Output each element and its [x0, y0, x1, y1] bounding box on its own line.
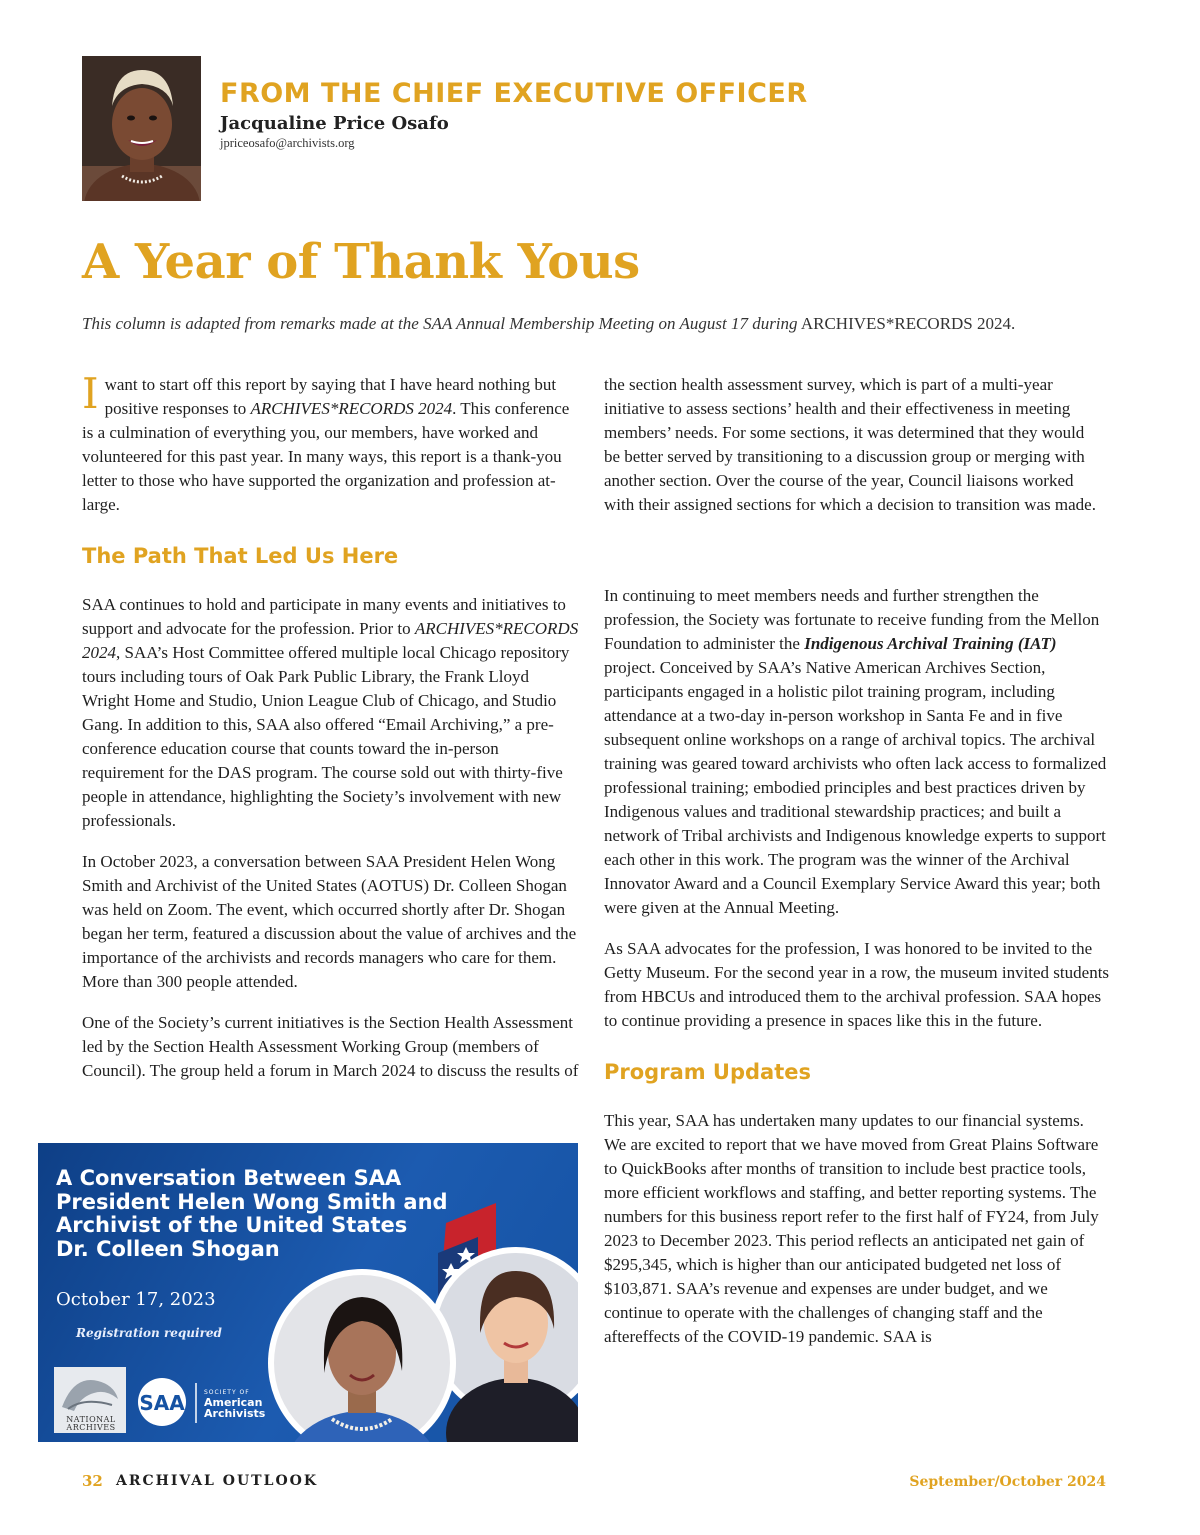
national-archives-label: NATIONAL ARCHIVES — [66, 1415, 116, 1432]
paragraph-4-continued — [604, 373, 1110, 567]
paragraph-4-continued-text: the section health assessment survey, which is part of a multi-year initiative to assess sections’ health and their effectiveness in meeting members’ needs. For some sections, it was determined that they would be better served by transitioning to a discussion group or merging with another section. Over the course of the year, Council liaisons worked with their assigned sections for which a decision to transition was made. — [604, 375, 1096, 514]
drop-cap: I — [82, 369, 99, 418]
intro-italic-text: This column is adapted from remarks made at the SAA Annual Membership Meeting on August 17 during — [82, 314, 798, 333]
publication-name: ARCHIVAL OUTLOOK — [116, 1473, 318, 1489]
p1-text-a: want to start off this report by saying that I have heard nothing but positive responses to — [104, 375, 557, 418]
subheading-path: The Path That Led Us Here — [82, 544, 399, 568]
p2-text-b: , SAA’s Host Committee offered multiple local Chicago repository tours including tours of Oak Park Public Library, the Frank Lloyd Wright Home and Studio, Union League Club of Chicago, and Studio Gang. In addition to this, SAA also offered “Email Archiving,” a pre-conference education course that counts toward the in-person requirement for the DAS program. The course sold out with thirty-five people in attendance, highlighting the Society’s involvement with new professionals. — [82, 643, 570, 830]
paragraph-1 — [82, 369, 580, 517]
issue-date: September/October 2024 — [909, 1474, 1106, 1490]
event-registration: Registration required — [76, 1326, 222, 1340]
paragraph-2 — [82, 593, 580, 833]
p2-text-a: SAA continues to hold and participate in many events and initiatives to support and advocate for the profession. Prior to — [82, 595, 566, 638]
event-promo-image — [38, 1143, 578, 1442]
saa-logo-mark: SAA — [139, 1391, 185, 1415]
author-photo — [82, 56, 201, 201]
event-logos — [54, 1367, 274, 1433]
p1-text-b: . This conference is a culmination of everything you, our members, have worked and volunteered for this past year. In many ways, this report is a thank-you letter to those who have supported the organization and profession at-large. — [82, 399, 570, 514]
paragraph-7: This year, SAA has undertaken many updates to our financial systems. We are excited to report that we have moved from Great Plains Software to QuickBooks after months of transition to include best practice tools, more efficient workflows and staffing, and better reporting systems. The numbers for this business report refer to the first half of FY24, from July 2023 to December 2023. This period reflects an anticipated net gain of $295,345, which is higher than our anticipated budgeted net loss of $103,871. SAA’s revenue and expenses are under budget, and we continue to operate with the challenges of changing staff and the aftereffects of the COVID-19 pandemic. SAA is — [604, 1111, 1099, 1346]
paragraph-5 — [604, 584, 1110, 920]
paragraph-6: As SAA advocates for the profession, I was honored to be invited to the Getty Museum. For the second year in a row, the museum invited students from HBCUs and introduced them to the archival profession. SAA hopes to continue providing a presence in spaces like this in the future. — [604, 939, 1110, 1030]
event-title: A Conversation Between SAA President Helen Wong Smith and Archivist of the United States Dr. Colleen Shogan — [56, 1166, 448, 1261]
intro-end: . — [1011, 314, 1016, 333]
saa-society-label: SOCIETY OF — [204, 1389, 250, 1396]
article-intro — [82, 314, 1015, 334]
page-number: 32 — [82, 1472, 103, 1490]
left-column — [82, 369, 580, 1100]
right-column — [604, 373, 1110, 1366]
paragraph-4: One of the Society’s current initiatives is the Section Health Assessment led by the Section Health Assessment Working Group (members of Council). The group held a forum in March 2024 to discuss the results of — [82, 1013, 579, 1080]
p5-bold-italic: Indigenous Archival Training (IAT) — [804, 634, 1057, 653]
author-email[interactable]: jpriceosafo@archivists.org — [220, 136, 355, 150]
saa-name-label: American Archivists — [204, 1396, 266, 1420]
event-date: October 17, 2023 — [56, 1289, 216, 1310]
article-title: A Year of Thank Yous — [82, 234, 640, 290]
author-portrait-illustration — [82, 56, 201, 201]
p2-italic: ARCHIVES*RECORDS 2024 — [82, 619, 579, 662]
section-title: FROM THE CHIEF EXECUTIVE OFFICER — [220, 78, 808, 109]
p5-text-a: In continuing to meet members needs and further strengthen the profession, the Society was fortunate to receive funding from the Mellon Foundation to administer the — [604, 586, 1100, 653]
intro-event-name: ARCHIVES*RECORDS 2024 — [800, 314, 1012, 333]
speakers-photo-illustration — [266, 1203, 578, 1442]
subheading-program: Program Updates — [604, 1060, 811, 1084]
author-name: Jacqualine Price Osafo — [220, 113, 449, 134]
p5-text-b: project. Conceived by SAA’s Native American Archives Section, participants engaged in a holistic pilot training program, including attendance at a two-day in-person workshop in Santa Fe and in five subsequent online workshops on a range of archival topics. The archival training was geared toward archivists who often lack access to formalized professional training; embodied principles and best practices driven by Indigenous values and traditional stewardship practices; and built a network of Tribal archivists and Indigenous knowledge experts to support each other in this work. The program was the winner of the Archival Innovator Award and a Council Exemplary Service Award this year; both were given at the Annual Meeting. — [604, 658, 1107, 917]
p1-italic: ARCHIVES*RECORDS 2024 — [250, 399, 453, 418]
paragraph-3: In October 2023, a conversation between SAA President Helen Wong Smith and Archivist of the United States (AOTUS) Dr. Colleen Shogan was held on Zoom. The event, which occurred shortly after Dr. Shogan began her term, featured a discussion about the value of archives and the importance of the archivists and records managers who care for them. More than 300 people attended. — [82, 852, 577, 991]
